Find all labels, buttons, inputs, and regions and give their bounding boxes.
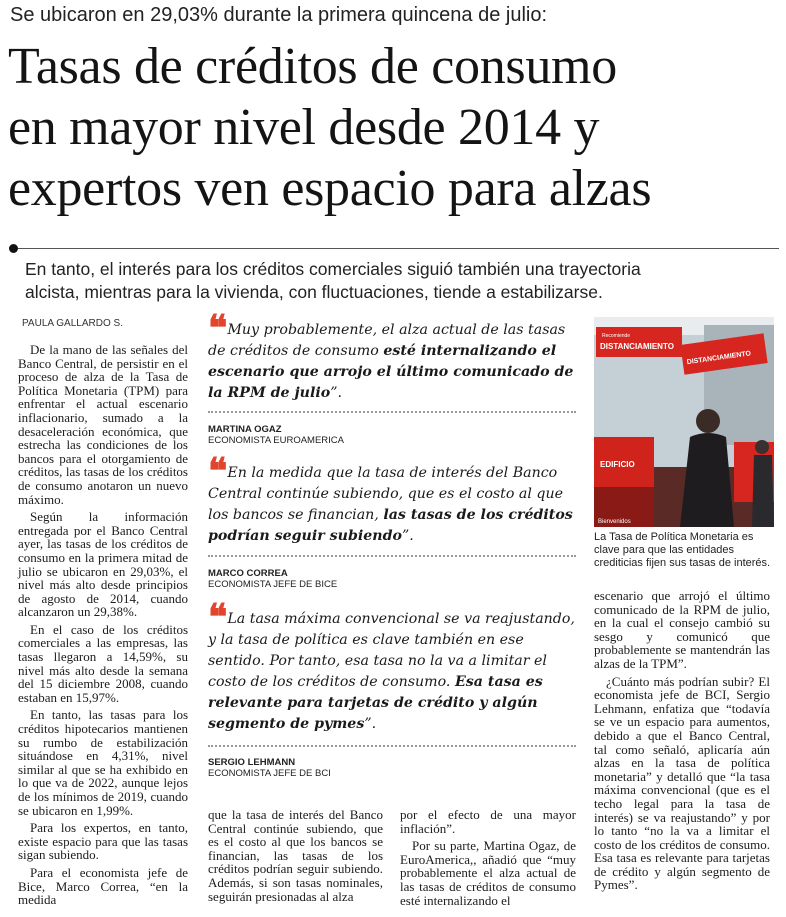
quote-mark-icon: ❝: [208, 596, 224, 638]
subhead-line: alcista, mientras para la vivienda, con fluctuaciones, tiende a estabilizarse.: [25, 282, 603, 302]
quote-text: Muy probablemente, el alza actual de las tasas de créditos de consumo: [208, 322, 566, 359]
bullet-dot: [9, 244, 18, 253]
quote-name: SERGIO LEHMANN: [208, 757, 296, 768]
photo-illustration: [594, 317, 774, 527]
paragraph: que la tasa de interés del Banco Central continúe subiendo, que es el costo al que los bancos se financian, las tasas de los créditos podrían seguir subiendo. Además, si son tasas nominales, seguirán presionadas al alza: [208, 807, 383, 904]
quote-attribution-2: [208, 568, 337, 590]
quote-divider: [208, 555, 576, 557]
sign-text: EDIFICIO: [600, 460, 635, 469]
quote-text-bold: esté internalizando el escenario que arrojo el último comunicado de la RPM de julio: [208, 343, 574, 401]
quote-mark-icon: ❝: [208, 450, 224, 492]
headline-line: expertos ven espacio para alzas: [8, 160, 652, 217]
photo-bank-branch: [594, 317, 774, 527]
photo-caption: La Tasa de Política Monetaria es clave para que las entidades crediticias fijen sus tasas de interés.: [594, 531, 771, 569]
kicker: Se ubicaron en 29,03% durante la primera quincena de julio:: [10, 4, 548, 26]
paragraph: Para el economista jefe de Bice, Marco Correa, “en la medida: [18, 864, 188, 908]
paragraph: En tanto, las tasas para los créditos hipotecarios mantienen su rumbo de estabilización situándose en 4,31%, nivel similar al que se ha exhibido en lo que va de 2022, aunque lejos de los mínimos de 2019, cuando se ubicaron en 1,99%.: [18, 707, 188, 818]
divider: [14, 248, 779, 249]
quote-name: MARTINA OGAZ: [208, 424, 282, 435]
paragraph: De la mano de las señales del Banco Central, de persistir en el proceso de alza de la Tasa de Política Monetaria (TPM) para enfrentar el actual escenario inflacionario, sumado a la desaceleración económica, que estrecha las condiciones de los bancos para el otorgamiento de créditos, las tasas de los créditos de consumo anotaron un nuevo máximo.: [18, 342, 188, 507]
body-column-3-bottom: [400, 808, 576, 911]
headline: [8, 36, 783, 219]
pull-quote-2: [208, 450, 578, 547]
quote-text: En la medida que la tasa de interés del Banco Central continúe subiendo, que es el costo al que los bancos se financian,: [208, 465, 564, 523]
paragraph: Por su parte, Martina Ogaz, de EuroAmerica,, añadió que “muy probablemente el alza actual de las tasas de créditos de consumo esté internalizando el: [400, 838, 576, 908]
quote-divider: [208, 745, 576, 747]
pull-quote-1: [208, 307, 578, 404]
paragraph: escenario que arrojó el último comunicado de la RPM de julio, en la cual el consejo cambió su sesgo y comunicó que probablemente se mantendrán las alzas de la TPM”.: [594, 588, 770, 671]
quote-name: MARCO CORREA: [208, 568, 288, 579]
byline: PAULA GALLARDO S.: [22, 318, 123, 329]
quote-text-bold: Esa tasa es relevante para tarjetas de crédito y algún segmento de pymes: [208, 674, 543, 732]
paragraph: En el caso de los créditos comerciales a las empresas, las tasas llegaron a 14,59%, su nivel más alto desde la semana del 15 diciembre 2008, cuando estaban en 15,97%.: [18, 621, 188, 705]
sign-text: Bienvenidos: [598, 519, 631, 525]
quote-end: ”.: [330, 385, 342, 401]
paragraph: ¿Cuánto más podrían subir? El economista jefe de BCI, Sergio Lehmann, enfatiza que “todavía se ve un espacio para aumentos, debido a que el Banco Central, tal como señaló, aplicaría aún alzas en la tasa de política monetaria” y detalló que “la tasa máxima convencional (que es el techo legal para la tasa de interés) se va reajustando” y por lo tanto “no la va a limitar el costo de los créditos de consumo. Esa tasa es relevante para tarjetas de crédito y algún segmento de Pymes”.: [594, 673, 770, 893]
sign-small-text: Recomiende: [602, 333, 631, 339]
quote-attribution-1: [208, 424, 344, 446]
body-column-4: [594, 589, 770, 896]
headline-line: Tasas de créditos de consumo: [8, 38, 617, 95]
paragraph: Para los expertos, en tanto, existe espacio para que las tasas sigan subiendo.: [18, 820, 188, 863]
quote-text: La tasa máxima convencional se va reajustando, y la tasa de política es clave también en ese sentido. Por tanto, esa tasa no la va a limitar el costo de los créditos de consumo.: [208, 611, 575, 690]
sign-text: DISTANCIAMIENTO: [600, 342, 674, 351]
pull-quote-3: [208, 596, 578, 735]
quote-divider: [208, 411, 576, 413]
quote-role: ECONOMISTA EUROAMERICA: [208, 435, 345, 446]
body-column-2-bottom: [208, 808, 383, 907]
subhead-line: En tanto, el interés para los créditos comerciales siguió también una trayectoria: [25, 259, 641, 279]
quote-role: ECONOMISTA JEFE DE BCI: [208, 768, 331, 779]
quote-end: ”.: [402, 528, 414, 544]
paragraph: por el efecto de una mayor inflación”.: [400, 807, 576, 836]
body-column-1: [18, 343, 188, 911]
quote-mark-icon: ❝: [208, 307, 224, 349]
quote-end: ”.: [364, 716, 377, 732]
quote-role: ECONOMISTA JEFE DE BICE: [208, 579, 338, 590]
quote-text-bold: las tasas de los créditos podrían seguir subiendo: [208, 507, 573, 544]
paragraph: Según la información entregada por el Banco Central ayer, las tasas de los créditos de consumo en la primera mitad de julio se ubicaron en 29,03%, el nivel más alto desde principios de agosto de 2014, cuando alcanzaron un 29,38%.: [18, 509, 188, 620]
sign-text: DISTANCIAMIENTO: [686, 350, 752, 367]
headline-line: en mayor nivel desde 2014 y: [8, 99, 600, 156]
quote-attribution-3: [208, 757, 331, 779]
subhead: [25, 258, 780, 304]
